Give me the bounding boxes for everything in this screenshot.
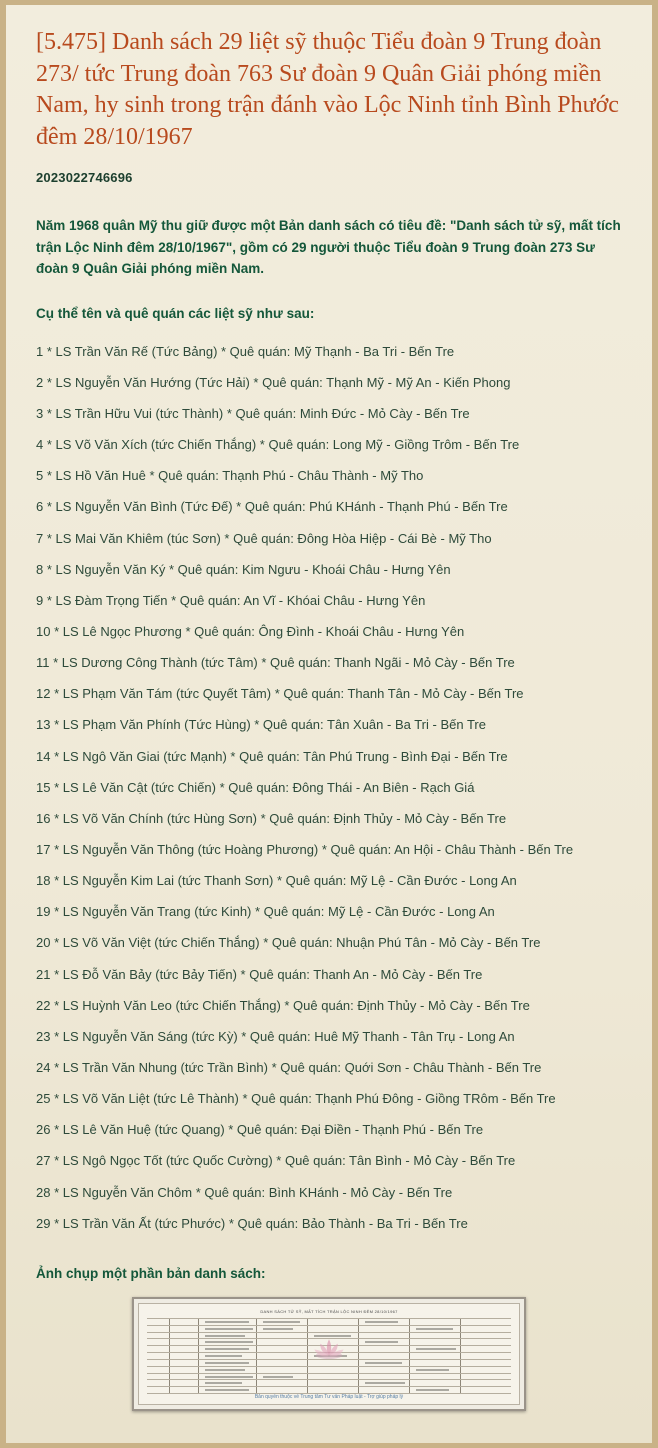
list-item: 25 * LS Võ Văn Liệt (tức Lê Thành) * Quê quán: Thạnh Phú Đông - Giồng TRôm - Bến Tre xyxy=(36,1091,556,1107)
document-id: 2023022746696 xyxy=(36,169,133,185)
list-item: 11 * LS Dương Công Thành (tức Tâm) * Quê quán: Thanh Ngãi - Mỏ Cày - Bến Tre xyxy=(36,655,515,671)
list-item: 26 * LS Lê Văn Huệ (tức Quang) * Quê quán: Đại Điền - Thạnh Phú - Bến Tre xyxy=(36,1122,484,1138)
list-item: 2 * LS Nguyễn Văn Hướng (Tức Hải) * Quê quán: Thạnh Mỹ - Mỹ An - Kiến Phong xyxy=(36,374,511,390)
list-item: 24 * LS Trần Văn Nhung (tức Trần Bình) * Quê quán: Quới Sơn - Châu Thành - Bến Tre xyxy=(36,1060,542,1075)
photo-caption: Ảnh chụp một phần bản danh sách: xyxy=(36,1265,266,1281)
list-item: 9 * LS Đàm Trọng Tiến * Quê quán: An Vĩ - Khóai Châu - Hưng Yên xyxy=(36,592,426,608)
list-item: 28 * LS Nguyễn Văn Chôm * Quê quán: Bình KHánh - Mỏ Cày - Bến Tre xyxy=(36,1184,453,1200)
list-item: 16 * LS Võ Văn Chính (tức Hùng Sơn) * Quê quán: Định Thủy - Mỏ Cày - Bến Tre xyxy=(36,810,507,826)
list-item: 23 * LS Nguyễn Văn Sáng (tức Kỳ) * Quê quán: Huê Mỹ Thanh - Tân Trụ - Long An xyxy=(36,1028,515,1044)
list-item: 14 * LS Ngô Văn Giai (tức Mạnh) * Quê quán: Tân Phú Trung - Bình Đại - Bến Tre xyxy=(36,748,508,764)
list-item: 27 * LS Ngô Ngọc Tốt (tức Quốc Cường) * Quê quán: Tân Bình - Mỏ Cày - Bến Tre xyxy=(36,1153,516,1169)
lotus-watermark-icon xyxy=(307,1333,351,1363)
photo-credit-text: Bản quyền thuộc về Trung tâm Tư vấn Pháp luật - Trợ giúp pháp lý xyxy=(254,1393,404,1400)
list-item: 13 * LS Phạm Văn Phính (Tức Hùng) * Quê quán: Tân Xuân - Ba Tri - Bến Tre xyxy=(36,717,486,733)
list-item: 20 * LS Võ Văn Việt (tức Chiến Thắng) * Quê quán: Nhuận Phú Tân - Mỏ Cày - Bến Tre xyxy=(36,935,541,951)
martyr-list xyxy=(36,335,622,1238)
page-title: [5.475] Danh sách 29 liệt sỹ thuộc Tiểu đoàn 9 Trung đoàn 273/ tức Trung đoàn 763 Sư đoàn 9 Quân Giải phóng miền Nam, hy sinh trong trận đánh vào Lộc Ninh tỉnh Bình Phước đêm 28/10/1967 xyxy=(36,29,619,151)
photo-container xyxy=(36,1297,622,1411)
list-item: 15 * LS Lê Văn Cật (tức Chiến) * Quê quán: Đông Thái - An Biên - Rạch Giá xyxy=(36,779,475,795)
list-item: 12 * LS Phạm Văn Tám (tức Quyết Tâm) * Quê quán: Thanh Tân - Mỏ Cày - Bến Tre xyxy=(36,686,524,702)
list-item: 10 * LS Lê Ngọc Phương * Quê quán: Ông Đình - Khoái Châu - Hưng Yên xyxy=(36,624,465,640)
list-item: 5 * LS Hồ Văn Huê * Quê quán: Thạnh Phú - Châu Thành - Mỹ Tho xyxy=(36,468,424,484)
list-item: 29 * LS Trần Văn Ất (tức Phước) * Quê quán: Bảo Thành - Ba Tri - Bến Tre xyxy=(36,1215,468,1231)
list-item: 8 * LS Nguyễn Văn Ký * Quê quán: Kim Ngưu - Khoái Châu - Hưng Yên xyxy=(36,561,451,577)
list-item: 4 * LS Võ Văn Xích (tức Chiến Thắng) * Quê quán: Long Mỹ - Giồng Trôm - Bến Tre xyxy=(36,437,520,453)
list-item: 7 * LS Mai Văn Khiêm (túc Sơn) * Quê quán: Đông Hòa Hiệp - Cái Bè - Mỹ Tho xyxy=(36,530,492,546)
scanned-list-photo[interactable] xyxy=(132,1297,526,1411)
list-subheading: Cụ thể tên và quê quán các liệt sỹ như sau: xyxy=(36,306,315,322)
photo-header-text: DANH SÁCH TỬ SỸ, MẤT TÍCH TRẬN LỘC NINH ĐÊM 28/10/1967 xyxy=(260,1308,398,1314)
list-item: 21 * LS Đỗ Văn Bảy (tức Bảy Tiến) * Quê quán: Thanh An - Mỏ Cày - Bến Tre xyxy=(36,966,483,982)
document-intro: Năm 1968 quân Mỹ thu giữ được một Bản danh sách có tiêu đề: "Danh sách tử sỹ, mất tích trận Lộc Ninh đêm 28/10/1967", gồm có 29 người thuộc Tiểu đoàn 9 Trung đoàn 273 Sư đoàn 9 Quân Giải phóng miền Nam. xyxy=(36,217,621,277)
list-item: 17 * LS Nguyễn Văn Thông (tức Hoàng Phương) * Quê quán: An Hội - Châu Thành - Bến Tre xyxy=(36,842,574,858)
photo-inner-frame xyxy=(138,1303,520,1405)
list-item: 22 * LS Huỳnh Văn Leo (tức Chiến Thắng) * Quê quán: Định Thủy - Mỏ Cày - Bến Tre xyxy=(36,997,530,1013)
list-item: 19 * LS Nguyễn Văn Trang (tức Kinh) * Quê quán: Mỹ Lệ - Cần Đước - Long An xyxy=(36,904,495,920)
list-item: 6 * LS Nguyễn Văn Bình (Tức Đế) * Quê quán: Phú KHánh - Thạnh Phú - Bến Tre xyxy=(36,499,508,515)
list-item: 18 * LS Nguyễn Kim Lai (tức Thanh Sơn) * Quê quán: Mỹ Lệ - Cần Đước - Long An xyxy=(36,873,517,889)
list-item: 3 * LS Trần Hữu Vui (tức Thành) * Quê quán: Minh Đức - Mỏ Cày - Bến Tre xyxy=(36,406,470,422)
list-item: 1 * LS Trần Văn Rế (Tức Bảng) * Quê quán: Mỹ Thạnh - Ba Tri - Bến Tre xyxy=(36,343,455,359)
